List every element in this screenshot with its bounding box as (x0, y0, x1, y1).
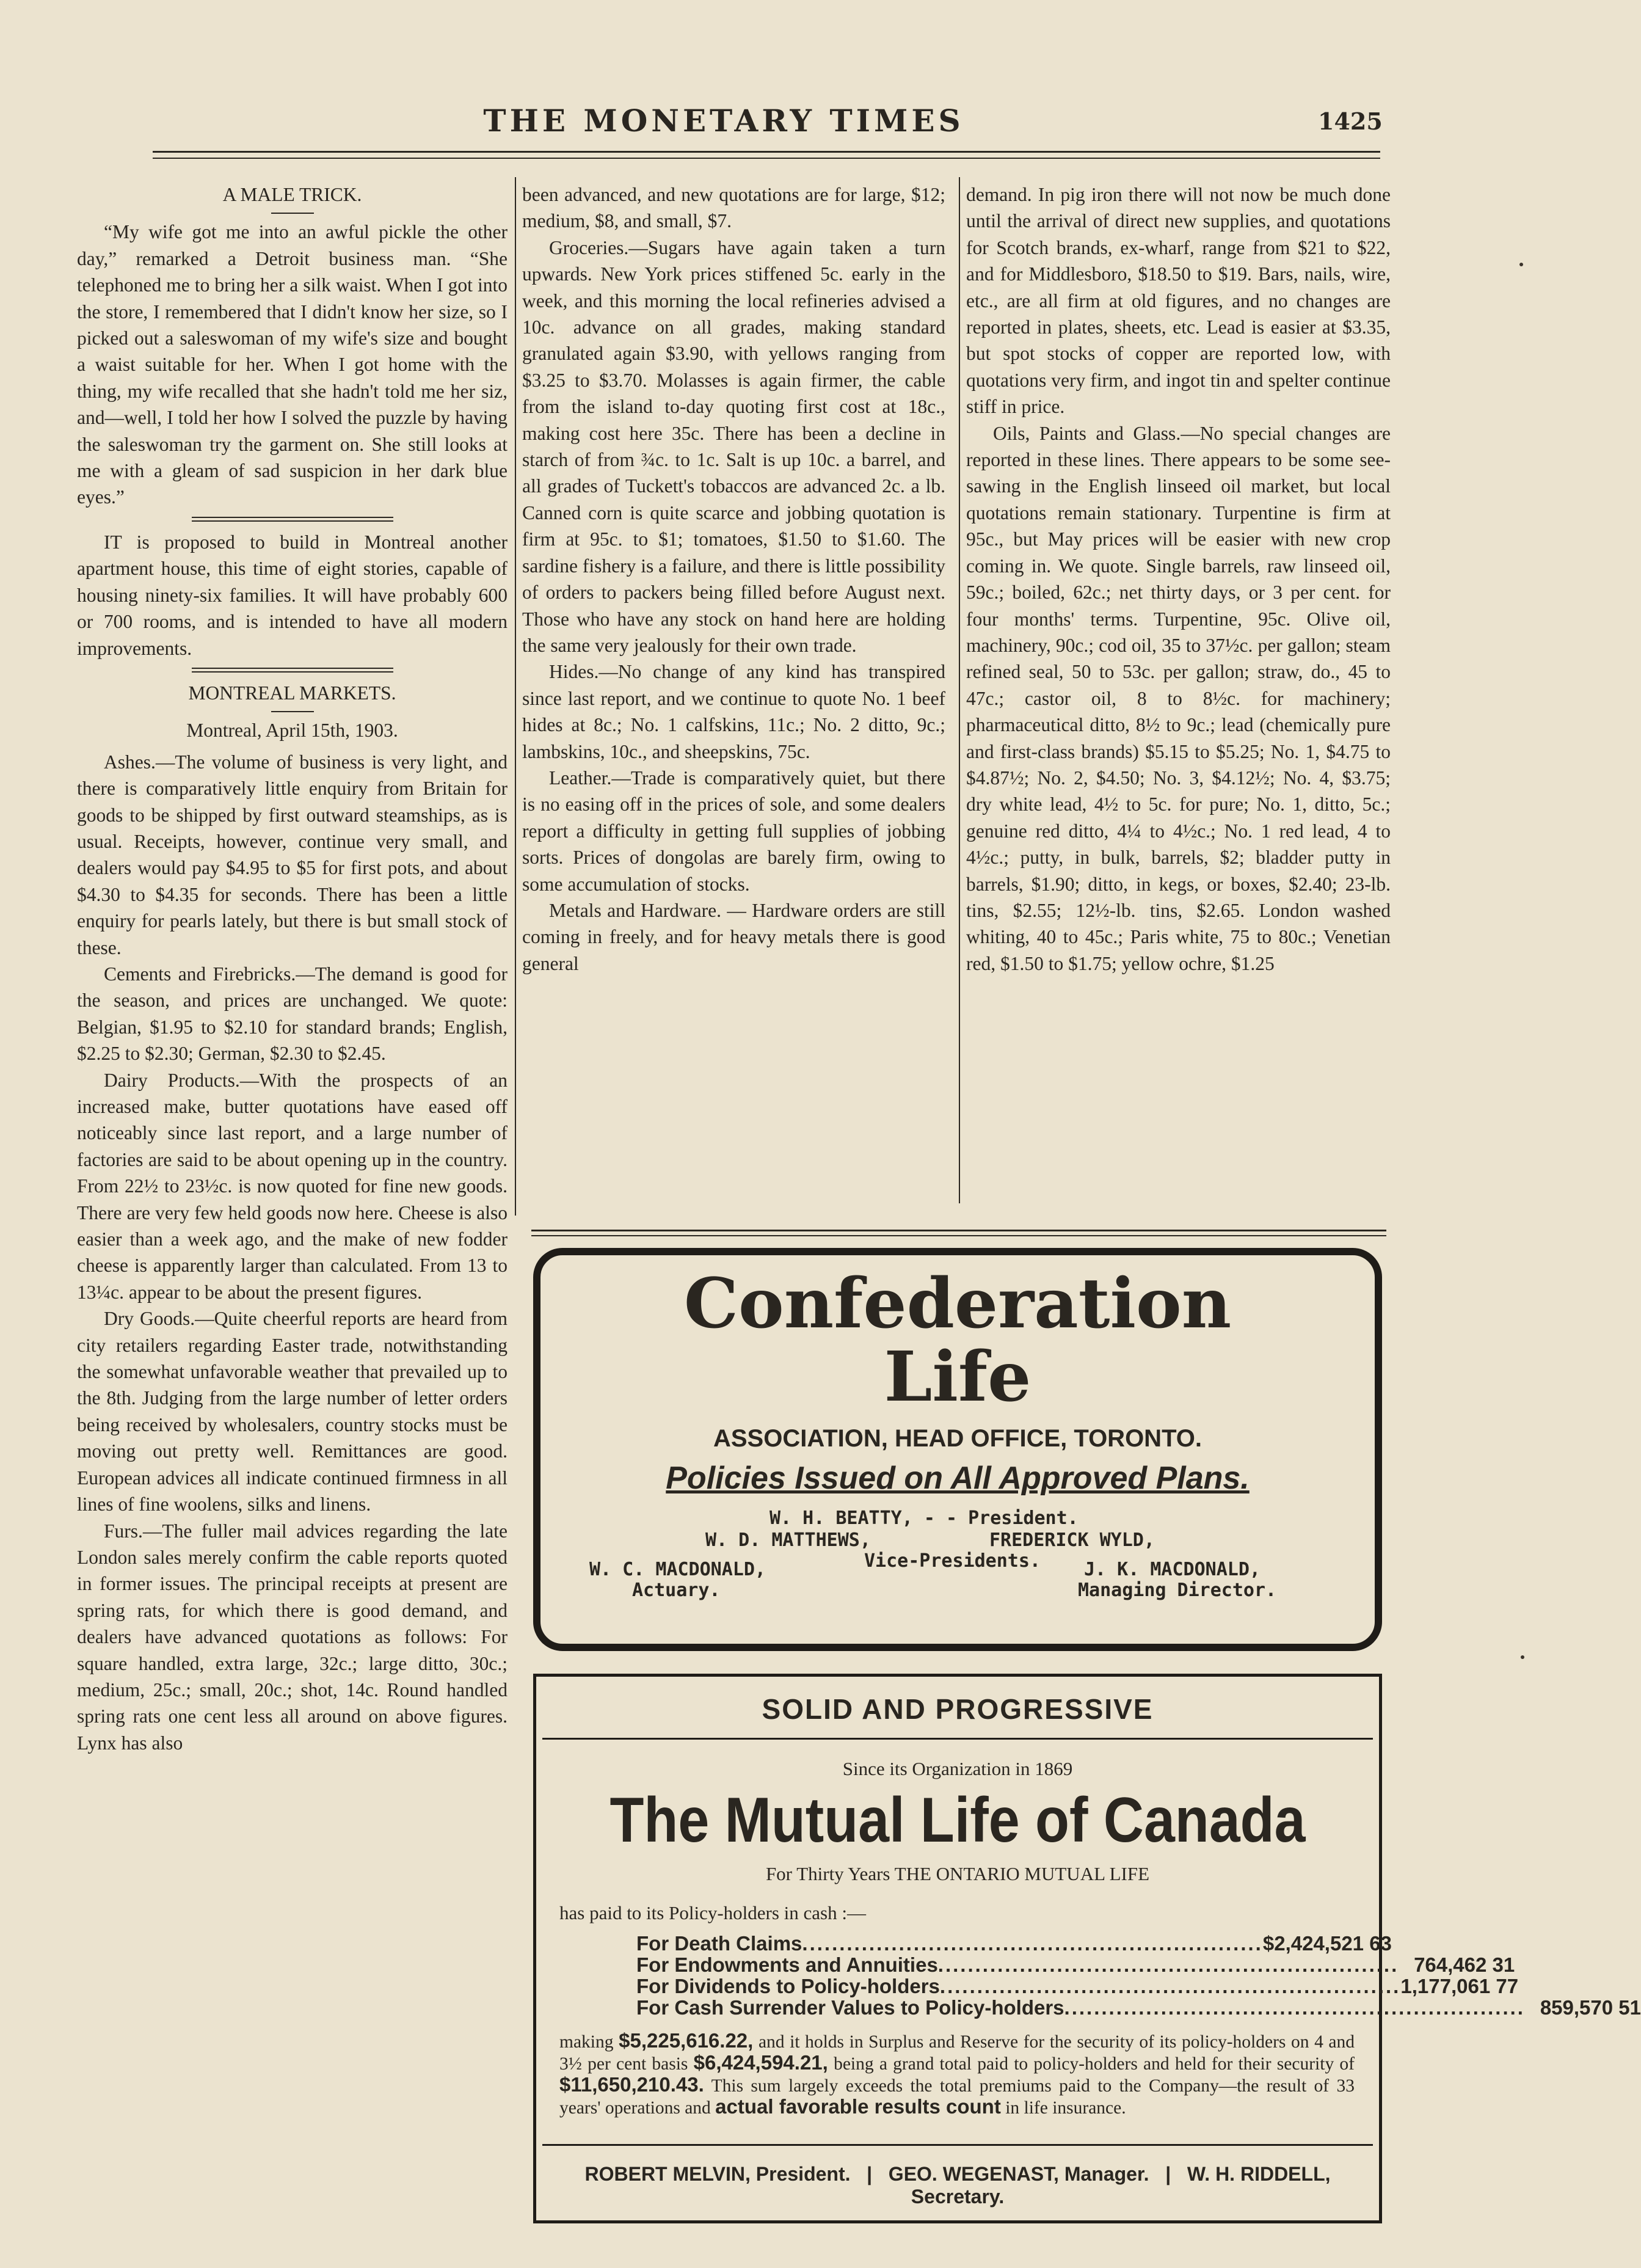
managing-director-name: J. K. MACDONALD, (1084, 1559, 1261, 1580)
montreal-markets-heading: MONTREAL MARKETS. (188, 682, 396, 704)
claims-row (636, 1932, 1392, 1955)
thirty-years-line: For Thirty Years THE ONTARIO MUTUAL LIFE (765, 1863, 1150, 1884)
leather-paragraph: Leather.—Trade is comparatively quiet, but there is no easing off in the prices of sole, and some dealers report a difficulty in getting full supplies of jobbing sorts. Prices of dongolas are barely firm, owing to some accumulation of stocks. (522, 767, 945, 895)
claims-row (636, 1996, 1641, 2019)
dairy-paragraph: Dairy Products.—With the prospects of an increased make, butter quotations have eased off noticeably since last report, and a large number of factories are said to be about opening up in the country. From 22½ to 23½c. is now quoted for fine new goods. There are very few held goods now here. Cheese is also easier than a week ago, and the make of new fodder cheese is apparently larger than calculated. From 13 to 13¼c. appear to be about the present figures. (77, 1069, 508, 1303)
making-text: making (559, 2032, 614, 2052)
making-amount-1: $5,225,616.22, (619, 2029, 754, 2052)
making-paragraph (559, 2030, 1355, 2118)
furs-continued: been advanced, and new quotations are for large, $12; medium, $8, and small, $7. (522, 184, 945, 232)
claims-label: For Cash Surrender Values to Policy-holders (636, 1996, 1064, 2019)
leader-dots: .............................................................. (939, 1975, 1401, 1997)
officers-list (540, 1508, 1375, 1611)
making-amount-3: $11,650,210.43. (559, 2073, 704, 2096)
claims-amount: 859,570 51 (1540, 1996, 1641, 2019)
claims-row (636, 1975, 1519, 1997)
making-amount-2: $6,424,594.21, (693, 2051, 828, 2074)
confederation-title: Confederation (683, 1264, 1232, 1344)
leader-dots: .............................................................. (1064, 1996, 1525, 2019)
ashes-paragraph: Ashes.—The volume of business is very light, and there is comparatively little enquiry from Britain for goods to be shipped by first outward steamships, as is usual. Receipts, however, continue very small, and dealers would pay $4.95 to $5 for first pots, and about $4.30 to $4.35 for seconds. There has been a little enquiry for pearls lately, but there is but small stock of these. (77, 751, 508, 958)
heading-rule (271, 711, 314, 712)
column-divider-1 (515, 177, 516, 1216)
ad-rule-top (531, 1230, 1386, 1231)
claims-label: For Death Claims (636, 1932, 802, 1955)
association-line: ASSOCIATION, HEAD OFFICE, TORONTO. (713, 1425, 1203, 1452)
since-line: Since its Organization in 1869 (842, 1758, 1073, 1779)
policies-slogan: Policies Issued on All Approved Plans. (666, 1460, 1250, 1496)
vice-president-2: FREDERICK WYLD, (989, 1530, 1155, 1551)
managing-director-title: Managing Director. (1078, 1580, 1277, 1601)
masthead-title: THE MONETARY TIMES (483, 103, 964, 139)
furs-paragraph: Furs.—The fuller mail advices regarding the late London sales merely confirm the cable reports quoted in former issues. The principal receipts at present are spring rats, for which there is good demand, and dealers have advanced quotations as follows: For square handled, extra large, 32c.; large ditto, 30c.; medium, 25c.; small, 20c.; shot, 14c. Round handled spring rats one cent less all around on above figures. Lynx has also (77, 1520, 508, 1754)
column-3 (966, 181, 1391, 977)
column-1 (77, 181, 508, 1756)
signoff-line: ROBERT MELVIN, President. | GEO. WEGENAST, Manager. | W. H. RIDDELL, Secretary. (542, 2144, 1373, 2208)
header-rule-bottom (153, 158, 1380, 159)
claims-label: For Endowments and Annuities (636, 1953, 938, 1976)
male-trick-heading: A MALE TRICK. (222, 184, 362, 205)
groceries-paragraph: Groceries.—Sugars have again taken a turn upwards. New York prices stiffened 5c. early in the week, and this morning the local refineries advised a 10c. advance on all grades, making standard granulated again $3.90, with yellows ranging from $3.25 to $3.70. Molasses is again firmer, the cable from the island to-day quoting first cost at 18c., making cost here 35c. There has been a decline in starch of from ¾c. to 1c. Salt is up 10c. a barrel, and all grades of Tuckett's tobaccos are advanced 2c. a lb. Canned corn is quite scarce and jobbing quotation is firm at 95c. to $1; tomatoes, $1.50 to $1.60. The sardine fishery is a failure, and there is little possibility of orders to packers being filled before August next. Those who have any stock on hand here are holding the same very jealously for their own trade. (522, 236, 945, 656)
secretary-signoff: W. H. RIDDELL, Secretary. (911, 2163, 1331, 2208)
male-trick-story: “My wife got me into an awful pickle the other day,” remarked a Detroit business man. “She telephoned me to bring her a silk waist. When I got into the store, I remembered that I didn't know her size, so I picked out a saleswoman of my wife's size and bought a waist suitable for her. When I got home with the thing, my wife recalled that she hadn't told me her siz, and—well, I told her how I solved the puzzle by having the saleswoman try the garment on. She still looks at me with a gleam of sad suspicion in her dark blue eyes.” (77, 221, 508, 508)
making-bold-text: actual favorable results count (715, 2095, 1001, 2118)
mutual-life-ad (533, 1674, 1641, 2223)
making-text: being a grand total paid to policy-holders and held for their security of (834, 2054, 1355, 2074)
mutual-life-title: The Mutual Life of Canada (609, 1785, 1306, 1856)
claims-table (636, 1932, 1641, 2019)
manager-signoff: GEO. WEGENAST, Manager. (888, 2163, 1149, 2185)
column-divider-2 (959, 177, 960, 1203)
vice-president-1: W. D. MATTHEWS, (705, 1530, 871, 1551)
metals-paragraph: Metals and Hardware. — Hardware orders are still coming in freely, and for heavy metals there is good general (522, 899, 945, 974)
actuary-title: Actuary. (632, 1580, 721, 1601)
making-text: This sum largely exceeds the total premiums paid to the Company—the result of 33 years' operations and (559, 2076, 1355, 2118)
leader-dots: .............................................................. (802, 1932, 1263, 1955)
claims-label: For Dividends to Policy-holders (636, 1975, 940, 1997)
dry-goods-paragraph: Dry Goods.—Quite cheerful reports are heard from city retailers regarding Easter trade, notwithstanding the somewhat unfavorable weather that prevailed up to the 8th. Judging from the large number of letter orders being received by wholesalers, country stocks must be moving out pretty well. Remittances are good. European advices all indicate continued firmness in all lines of fine woolens, silks and linens. (77, 1308, 508, 1515)
leader-dots: .............................................................. (937, 1953, 1399, 1976)
header-rule-top (153, 151, 1380, 153)
apartment-item: IT is proposed to build in Montreal another apartment house, this time of eight stories, capable of housing ninety-six families. It will have probably 600 or 700 rooms, and is intended to have all modern improvements. (77, 531, 508, 659)
metals-continued: demand. In pig iron there will not now be much done until the arrival of direct new supplies, and quotations for Scotch brands, ex-wharf, range from $21 to $22, and for Middlesboro, $18.50 to $19. Bars, nails, wire, etc., are all firm at old figures, and no changes are reported in plates, sheets, etc. Lead is easier at $3.35, but spot stocks of copper are reported low, with quotations very firm, and ingot tin and spelter continue stiff in price. (966, 184, 1391, 418)
heading-rule (271, 213, 314, 214)
claims-amount: 1,177,061 77 (1400, 1975, 1519, 1997)
making-text: in life insurance. (1005, 2098, 1126, 2118)
oils-paragraph: Oils, Paints and Glass.—No special changes are reported in these lines. There appears to be some see-sawing in the English linseed oil market, but local quotations remain stationary. Turpentine is firm at 95c., but May prices will be easier with new crop coming in. We quote. Single barrels, raw linseed oil, 59c.; boiled, 62c.; net thirty days, or 3 per cent. for four months' terms. Turpentine, 95c. Olive oil, machinery, 90c.; cod oil, 35 to 37½c. per gallon; steam refined seal, 50 to 53c. per gallon; straw, do., 45 to 47c.; castor oil, 8 to 8½c. for machinery; pharmaceutical ditto, 8½ to 9c.; lead (chemically pure and first-class brands) $5.15 to $5.25; No. 1, $4.75 to $4.87½; No. 2, $4.50; No. 3, $4.12½; No. 4, $3.75; dry white lead, 4½ to 5c. for pure; No. 1, ditto, 5c.; genuine red ditto, 4¼ to 4½c.; No. 1 red lead, 4 to 4½c.; putty, in bulk, barrels, $2; bladder putty in barrels, $1.90; ditto, in kegs, or boxes, $2.40; 23-lb. tins, $2.55; 12½-lb. tins, $2.65. London washed whiting, 40 to 45c.; Paris white, 75 to 80c.; Venetian red, $1.50 to $1.75; yellow ochre, $1.25 (966, 422, 1391, 974)
column-2 (522, 181, 945, 977)
vice-presidents-label: Vice-Presidents. (864, 1550, 1041, 1572)
president-signoff: ROBERT MELVIN, President. (584, 2163, 851, 2185)
has-paid-line: has paid to its Policy-holders in cash :— (559, 1902, 866, 1923)
confederation-life-ad (533, 1248, 1382, 1651)
actuary-name: W. C. MACDONALD, (589, 1559, 766, 1580)
ad-rule-bottom (531, 1235, 1386, 1236)
ink-speck (1519, 263, 1523, 266)
claims-amount: $2,424,521 63 (1262, 1932, 1392, 1955)
hides-paragraph: Hides.—No change of any kind has transpired since last report, and we continue to quote No. 1 beef hides at 8c.; No. 1 calfskins, 11c.; No. 2 ditto, 9c.; lambskins, 10c., and sheepskins, 75c. (522, 661, 945, 762)
solid-progressive-heading: SOLID AND PROGRESSIVE (542, 1677, 1373, 1740)
president-line: W. H. BEATTY, - - President. (770, 1508, 1079, 1529)
claims-row (636, 1953, 1515, 1976)
page-header (0, 103, 1536, 139)
ink-speck (1521, 1655, 1524, 1659)
claims-amount: 764,462 31 (1414, 1953, 1515, 1976)
section-rule (192, 668, 393, 673)
section-rule (192, 517, 393, 522)
page-number: 1425 (1318, 108, 1383, 135)
markets-dateline: Montreal, April 15th, 1903. (186, 720, 398, 742)
life-title: Life (884, 1337, 1032, 1417)
cements-paragraph: Cements and Firebricks.—The demand is good for the season, and prices are unchanged. We quote: Belgian, $1.95 to $2.10 for standard brands; English, $2.25 to $2.30; German, $2.30 to $2.45. (77, 963, 508, 1065)
making-text: and it holds in Surplus and Reserve for the security of its policy-holders on 4 and 3½ per cent basis (559, 2032, 1355, 2074)
